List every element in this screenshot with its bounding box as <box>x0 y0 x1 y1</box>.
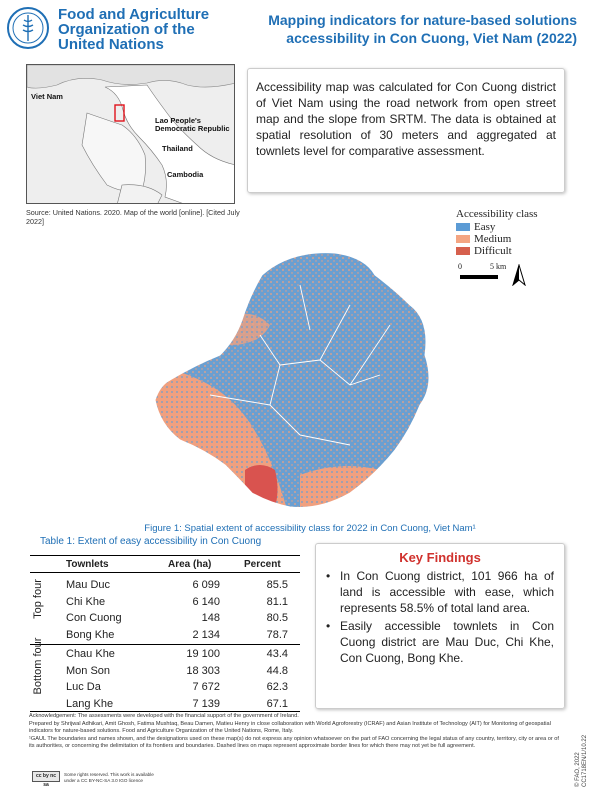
group-label-top: Top four <box>32 579 44 619</box>
inset-location-map <box>26 64 235 204</box>
cell-townlet: Chi Khe <box>66 595 106 608</box>
cell-area: 19 100 <box>186 648 220 660</box>
scale-bar-line <box>460 275 498 279</box>
cell-area: 18 303 <box>186 664 220 677</box>
key-finding-item: • Easily accessible townlets in Con Cuong district are Mau Duc, Chi Khe, Con Cuong, Bong Khe. <box>326 618 554 666</box>
publication-code <box>575 735 589 787</box>
scale-zero: 0 <box>458 262 462 271</box>
cell-percent: 78.7 <box>266 628 288 641</box>
cell-percent: 43.4 <box>266 648 288 660</box>
cc-license-badge-icon <box>32 771 60 787</box>
header-townlets: Townlets <box>66 559 109 570</box>
disclaimer-note: ¹GAUL The boundaries and names shown, and the designations used on these map(s) do not express any opinion whatsoever on the part of FAO concerning the legal status of any country, territory, city or area or of its authorities, or concerning the delimitation of its frontiers and boundaries. Dashed lines on maps represent approximate border lines for which there may not yet be full agreement. <box>29 736 559 749</box>
cell-area: 2 134 <box>192 628 220 641</box>
table-caption: Table 1: Extent of easy accessibility in Con Cuong <box>40 536 262 547</box>
cell-percent: 62.3 <box>266 681 288 693</box>
cell-percent: 80.5 <box>266 612 288 624</box>
prepared-by: Prepared by Shrijwal Adhikari, Amit Ghosh, Fatima Mushtaq, Beau Damen, Matieu Henry in close collaboration with World Agroforestry (ICRAF) and Asian Institute of Technology (AIT) for Monitoring of geospatial indicators for nature-based solutions. Food and Agriculture Organization of the United Nations, Rome, Italy. <box>29 721 551 734</box>
legend-item-difficult <box>456 245 538 257</box>
cell-townlet: Mau Duc <box>66 579 111 591</box>
accessibility-map <box>150 245 460 520</box>
title-line-2: accessibility in Con Cuong, Viet Nam (2022) <box>286 30 577 46</box>
description-box: Accessibility map was calculated for Con Cuong district of Viet Nam using the road network from open street map and the slope from SRTM. The data is obtained at spatial resolution of 30 meters and aggregated at townlets level for comparative assessment. <box>247 68 565 193</box>
inset-label-viet-nam: Viet Nam <box>31 92 63 101</box>
copyright-fao: © FAO, 2022 <box>575 752 581 787</box>
cell-area: 148 <box>201 612 220 624</box>
group-label-bottom: Bottom four <box>32 637 44 695</box>
organization-name <box>58 7 209 52</box>
org-line-3: United Nations <box>58 36 164 53</box>
license-text: Some rights reserved. This work is available under a CC BY-NC-SA 3.0 IGO licence <box>64 772 154 783</box>
key-findings-title: Key Findings <box>399 550 481 565</box>
job-number: CC1718EN/1/10.22 <box>582 734 588 787</box>
inset-label-cambodia: Cambodia <box>167 170 204 179</box>
legend-swatch-easy <box>456 223 470 231</box>
cell-area: 6 099 <box>192 579 220 591</box>
key-finding-item: • In Con Cuong district, 101 966 ha of land is accessible with ease, which represents 58.5% of total land area. <box>326 568 554 616</box>
legend-label-difficult: Difficult <box>474 245 512 257</box>
cell-townlet: Mon Son <box>66 664 111 677</box>
legend-label-medium: Medium <box>474 233 512 245</box>
table-row <box>30 593 300 610</box>
cell-percent: 67.1 <box>266 697 288 710</box>
org-line-1: Food and Agriculture <box>58 6 210 23</box>
key-findings-list <box>326 568 554 666</box>
map-legend <box>456 208 538 257</box>
page-title <box>247 11 577 47</box>
legend-item-easy <box>456 221 538 233</box>
table-row <box>30 662 300 679</box>
legend-label-easy: Easy <box>474 221 496 233</box>
cell-percent: 44.8 <box>266 664 288 677</box>
cell-area: 7 139 <box>192 697 220 710</box>
acknowledgement: Acknowledgement: The assessments were developed with the financial support of the government of Ireland. <box>29 713 299 719</box>
legend-item-medium <box>456 233 538 245</box>
fao-logo-icon <box>6 6 50 50</box>
org-line-2: Organization of the <box>58 21 195 38</box>
figure-caption: Figure 1: Spatial extent of accessibility class for 2022 in Con Cuong, Viet Nam¹ <box>144 523 476 534</box>
cell-area: 6 140 <box>192 595 220 608</box>
inset-map-graphic <box>27 65 235 204</box>
header-percent: Percent <box>244 559 281 570</box>
scale-label: 5 km <box>490 262 507 271</box>
cell-townlet: Luc Da <box>66 681 101 693</box>
footer <box>29 713 563 751</box>
legend-swatch-medium <box>456 235 470 243</box>
cell-area: 7 672 <box>192 681 220 693</box>
table-header <box>30 555 300 573</box>
cell-townlet: Bong Khe <box>66 628 115 641</box>
header-area: Area (ha) <box>168 559 212 570</box>
inset-label-laos: Lao People's Democratic Republic <box>155 116 230 133</box>
table-row <box>30 645 300 662</box>
cell-townlet: Lang Khe <box>66 697 114 710</box>
cell-percent: 85.5 <box>266 579 288 591</box>
legend-title: Accessibility class <box>456 208 538 220</box>
table-row <box>30 609 300 626</box>
inset-source: Source: United Nations. 2020. Map of the world [online]. [Cited July 2022] <box>26 208 240 226</box>
title-line-1: Mapping indicators for nature-based solutions <box>268 12 577 28</box>
table-bottom-rule <box>30 711 300 712</box>
key-findings-box <box>315 543 565 709</box>
cc-badge-text: cc by nc sa <box>35 773 56 787</box>
inset-label-thailand: Thailand <box>162 144 193 153</box>
table-row <box>30 576 300 593</box>
cell-townlet: Chau Khe <box>66 648 115 660</box>
table-row <box>30 695 300 712</box>
cell-percent: 81.1 <box>266 595 288 608</box>
north-arrow-icon <box>512 264 526 286</box>
table-row <box>30 678 300 695</box>
cell-townlet: Con Cuong <box>66 612 122 624</box>
table-row <box>30 626 300 643</box>
